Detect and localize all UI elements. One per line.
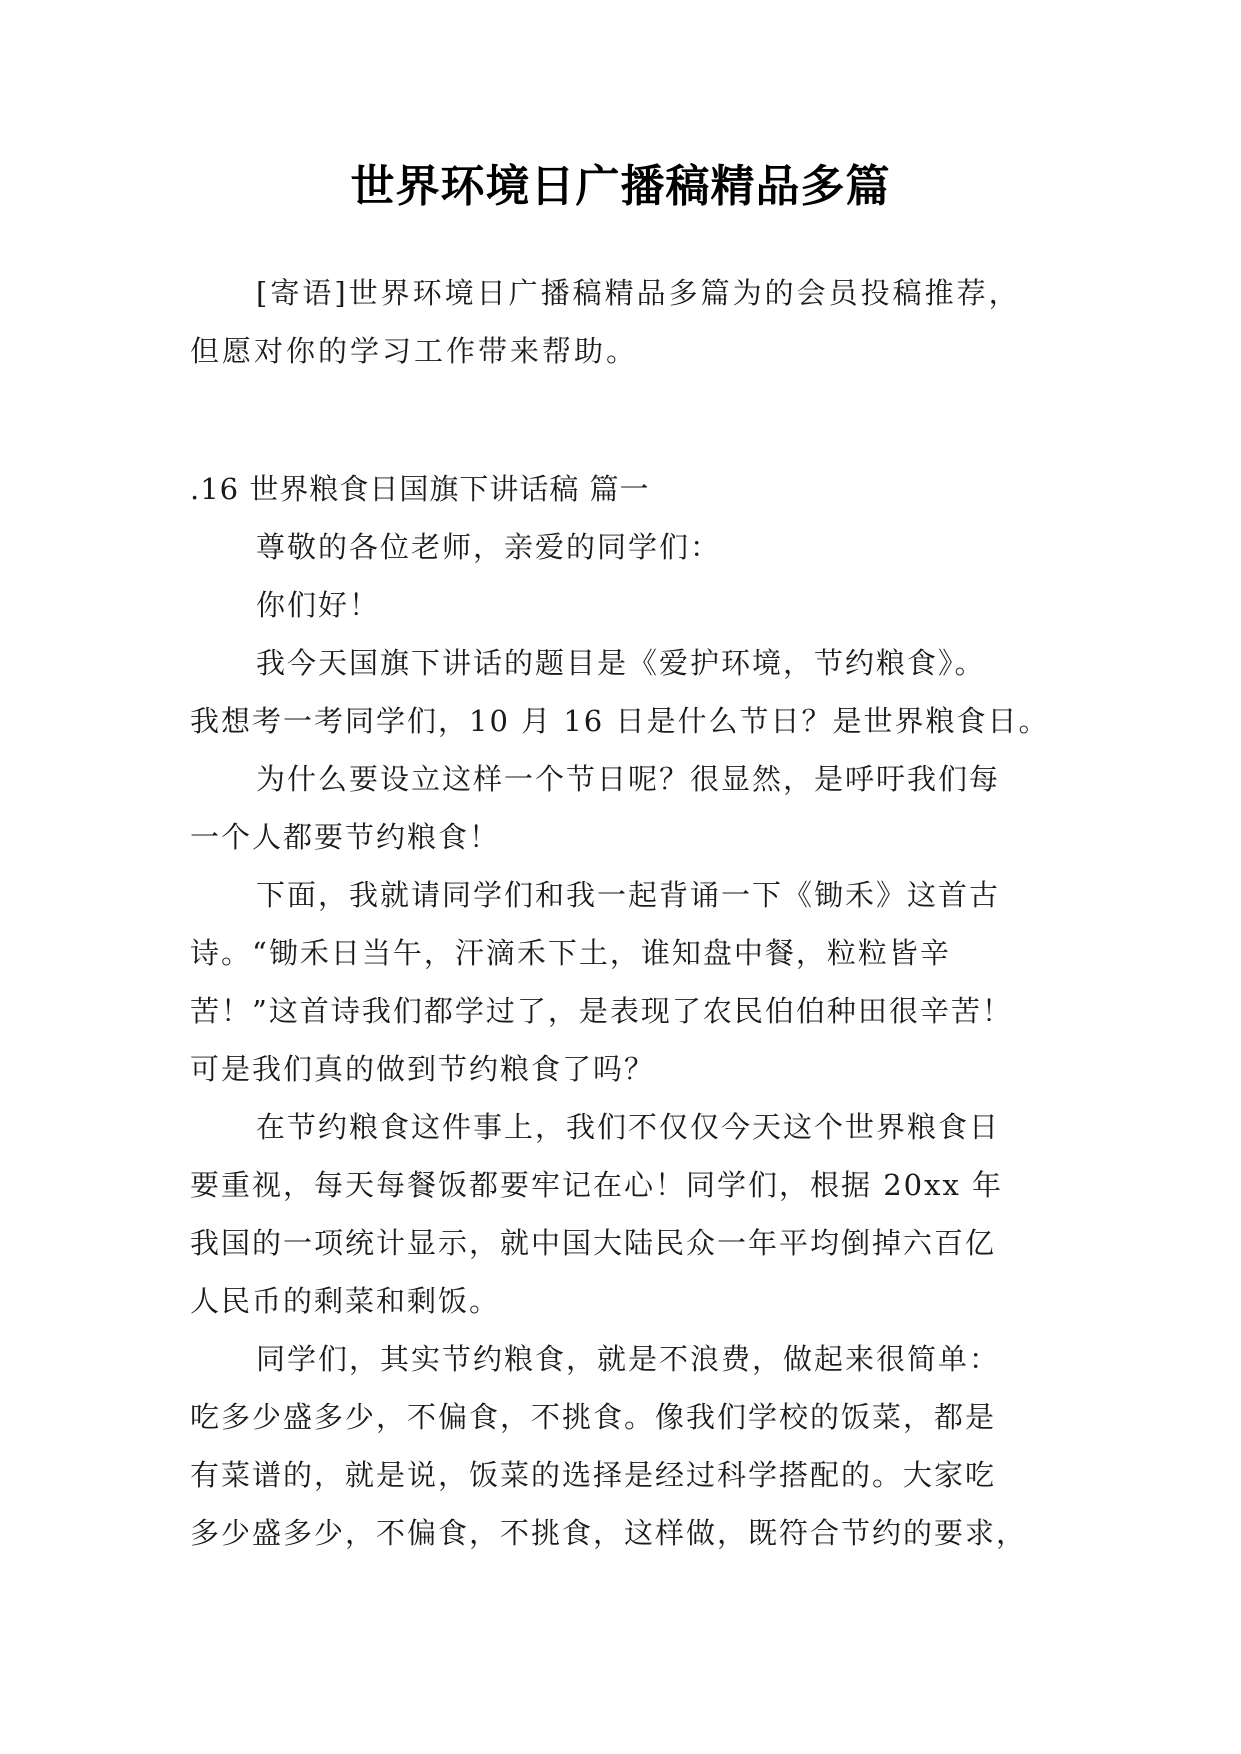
- paragraph-line: 我想考一考同学们，10 月 16 日是什么节日？是世界粮食日。: [190, 704, 1050, 738]
- intro-line: 但愿对你的学习工作带来帮助。: [190, 334, 639, 368]
- section-heading: .16 世界粮食日国旗下讲话稿 篇一: [190, 472, 650, 506]
- paragraph-line: 人民币的剩菜和剩饭。: [190, 1284, 501, 1318]
- paragraph-line: 我国的一项统计显示，就中国大陆民众一年平均倒掉六百亿: [190, 1226, 997, 1260]
- paragraph-line: 下面，我就请同学们和我一起背诵一下《锄禾》这首古: [256, 878, 1001, 912]
- intro-line: [寄语]世界环境日广播稿精品多篇为的会员投稿推荐，: [256, 276, 1021, 310]
- paragraph-line: 有菜谱的，就是说，饭菜的选择是经过科学搭配的。大家吃: [190, 1458, 997, 1492]
- paragraph-line: 为什么要设立这样一个节日呢？很显然，是呼吁我们每: [256, 762, 1001, 796]
- paragraph-line: 在节约粮食这件事上，我们不仅仅今天这个世界粮食日: [256, 1110, 1001, 1144]
- paragraph-line: 一个人都要节约粮食！: [190, 820, 501, 854]
- paragraph: [190, 576, 1070, 634]
- paragraph: [190, 1098, 1070, 1330]
- paragraph-line: 诗。“锄禾日当午，汗滴禾下土，谁知盘中餐，粒粒皆辛: [190, 936, 951, 970]
- paragraph-line: 尊敬的各位老师，亲爱的同学们：: [256, 530, 722, 564]
- document-title: 世界环境日广播稿精品多篇: [350, 161, 891, 212]
- paragraph: [190, 1330, 1070, 1562]
- paragraph-line: 吃多少盛多少，不偏食，不挑食。像我们学校的饭菜，都是: [190, 1400, 997, 1434]
- paragraph-line: 多少盛多少，不偏食，不挑食，这样做，既符合节约的要求，: [190, 1516, 1028, 1550]
- paragraph-line: 我今天国旗下讲话的题目是《爱护环境，节约粮食》。: [256, 646, 986, 680]
- intro-note: [190, 264, 1070, 380]
- paragraph: [190, 518, 1070, 576]
- paragraph-line: 可是我们真的做到节约粮食了吗？: [190, 1052, 656, 1086]
- paragraph-line: 要重视，每天每餐饭都要牢记在心！同学们，根据 20xx 年: [190, 1168, 1004, 1202]
- paragraph: [190, 634, 1070, 750]
- paragraph-line: 同学们，其实节约粮食，就是不浪费，做起来很简单：: [256, 1342, 1001, 1376]
- paragraph-line: 你们好！: [256, 588, 381, 622]
- paragraph-line: 苦！”这首诗我们都学过了，是表现了农民伯伯种田很辛苦！: [190, 994, 1013, 1028]
- speech-body: [190, 460, 1070, 1562]
- paragraph: [190, 750, 1070, 866]
- paragraph: [190, 866, 1070, 1098]
